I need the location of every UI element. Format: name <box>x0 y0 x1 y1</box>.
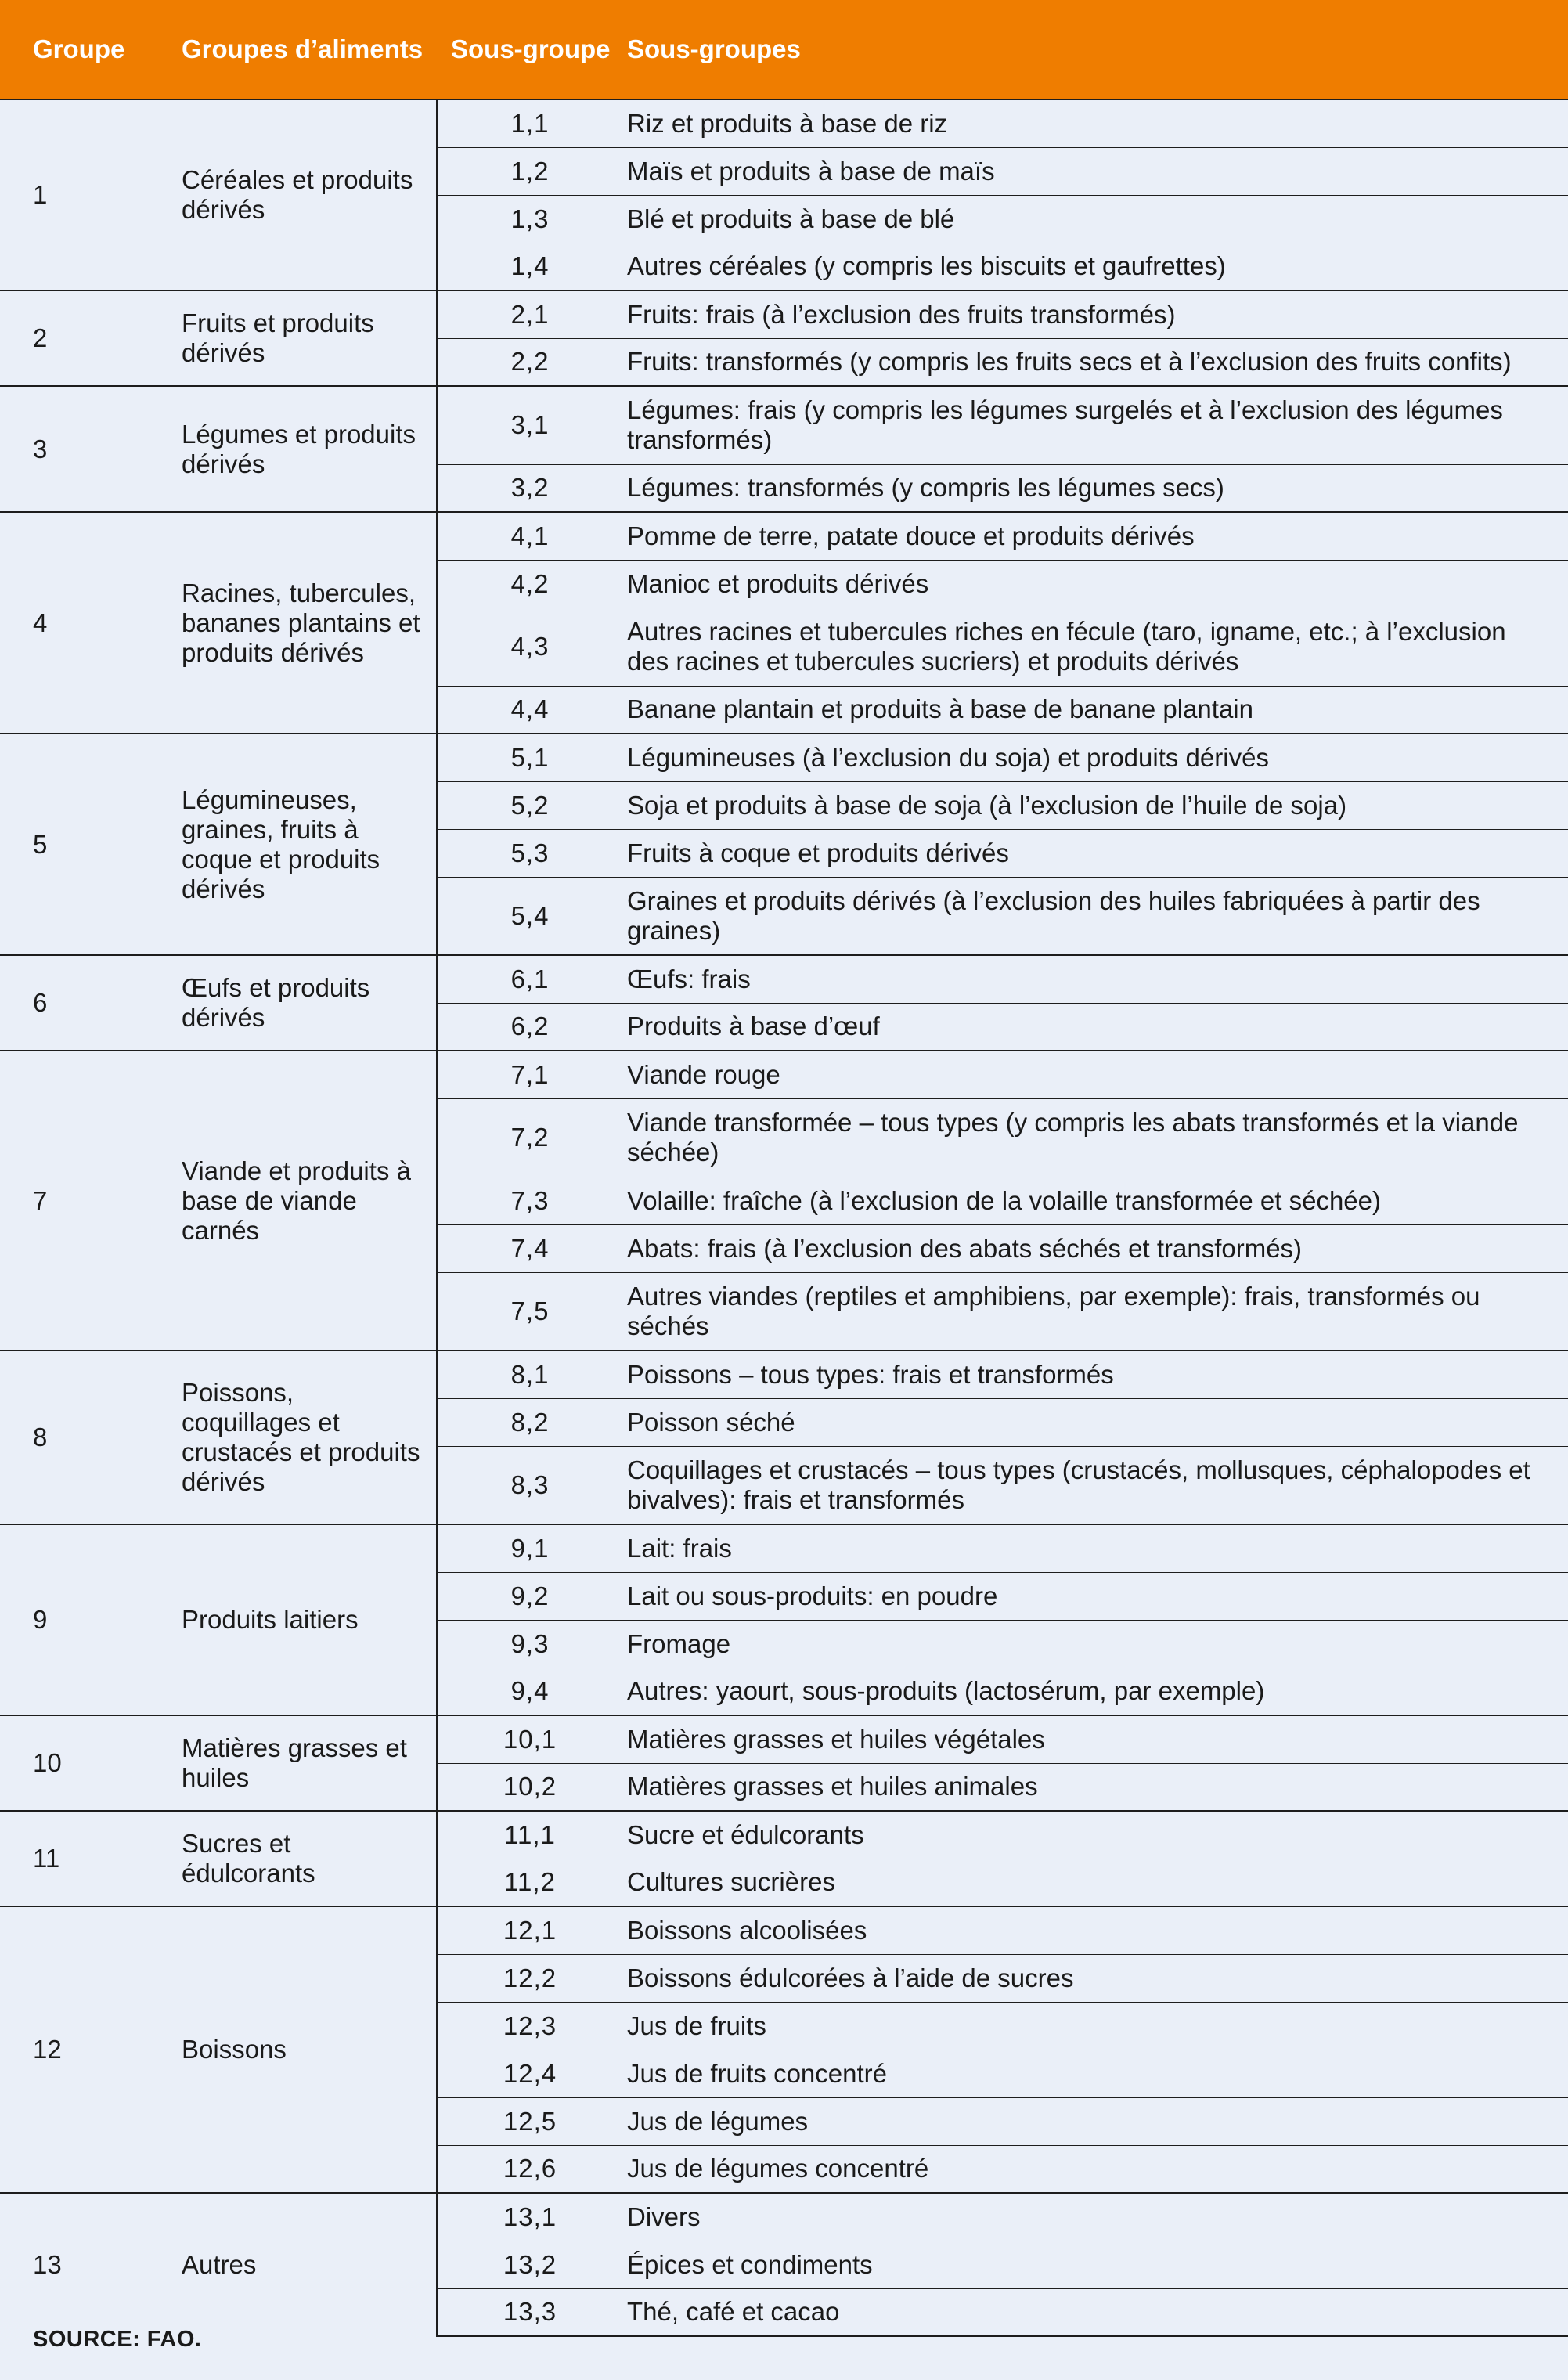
table-row <box>0 99 1568 147</box>
subgroup-code: 11,1 <box>437 1811 622 1859</box>
subgroup-code: 12,3 <box>437 2002 622 2050</box>
table-row <box>0 1715 1568 1763</box>
group-name: Légumineuses, graines, fruits à coque et produits dérivés <box>166 734 437 955</box>
group-number: 7 <box>0 1051 166 1350</box>
subgroup-name: Autres: yaourt, sous-produits (lactosérum, par exemple) <box>622 1668 1568 1715</box>
subgroup-name: Coquillages et crustacés – tous types (crustacés, mollusques, céphalopodes et bivalves): frais et transformés <box>622 1446 1568 1524</box>
subgroup-code: 8,3 <box>437 1446 622 1524</box>
subgroup-code: 4,1 <box>437 512 622 560</box>
subgroup-name: Boissons alcoolisées <box>622 1906 1568 1954</box>
subgroup-code: 6,1 <box>437 955 622 1003</box>
subgroup-name: Viande transformée – tous types (y compris les abats transformés et la viande séchée) <box>622 1098 1568 1177</box>
subgroup-name: Légumes: transformés (y compris les légumes secs) <box>622 464 1568 512</box>
subgroup-code: 4,3 <box>437 608 622 686</box>
subgroup-name: Maïs et produits à base de maïs <box>622 147 1568 195</box>
subgroup-code: 2,1 <box>437 290 622 338</box>
subgroup-code: 13,1 <box>437 2193 622 2241</box>
group-number: 1 <box>0 99 166 290</box>
subgroup-name: Manioc et produits dérivés <box>622 560 1568 608</box>
table-row <box>0 290 1568 338</box>
subgroup-code: 11,2 <box>437 1859 622 1906</box>
table-row <box>0 1811 1568 1859</box>
subgroup-name: Fruits à coque et produits dérivés <box>622 829 1568 877</box>
subgroup-code: 12,4 <box>437 2050 622 2097</box>
subgroup-name: Pomme de terre, patate douce et produits dérivés <box>622 512 1568 560</box>
subgroup-code: 7,1 <box>437 1051 622 1098</box>
group-number: 9 <box>0 1524 166 1715</box>
table-row <box>0 1906 1568 1954</box>
group-number: 2 <box>0 290 166 386</box>
table-row <box>0 734 1568 781</box>
group-number: 5 <box>0 734 166 955</box>
subgroup-code: 12,2 <box>437 1954 622 2002</box>
group-name: Racines, tubercules, bananes plantains et produits dérivés <box>166 512 437 734</box>
subgroup-code: 7,3 <box>437 1177 622 1224</box>
subgroup-name: Œufs: frais <box>622 955 1568 1003</box>
subgroup-name: Sucre et édulcorants <box>622 1811 1568 1859</box>
subgroup-name: Abats: frais (à l’exclusion des abats séchés et transformés) <box>622 1224 1568 1272</box>
subgroup-code: 5,2 <box>437 781 622 829</box>
subgroup-name: Jus de fruits <box>622 2002 1568 2050</box>
subgroup-code: 7,4 <box>437 1224 622 1272</box>
subgroup-code: 8,1 <box>437 1350 622 1398</box>
subgroup-code: 1,1 <box>437 99 622 147</box>
subgroup-name: Lait ou sous-produits: en poudre <box>622 1572 1568 1620</box>
subgroup-name: Poissons – tous types: frais et transformés <box>622 1350 1568 1398</box>
subgroup-name: Viande rouge <box>622 1051 1568 1098</box>
header-sous-groupes: Sous-groupes <box>622 0 1568 99</box>
subgroup-name: Autres viandes (reptiles et amphibiens, par exemple): frais, transformés ou séchés <box>622 1272 1568 1350</box>
subgroup-code: 6,2 <box>437 1003 622 1051</box>
group-number: 11 <box>0 1811 166 1906</box>
group-name: Produits laitiers <box>166 1524 437 1715</box>
subgroup-code: 2,2 <box>437 338 622 386</box>
subgroup-code: 10,2 <box>437 1763 622 1811</box>
subgroup-code: 5,1 <box>437 734 622 781</box>
group-name: Œufs et produits dérivés <box>166 955 437 1051</box>
subgroup-name: Boissons édulcorées à l’aide de sucres <box>622 1954 1568 2002</box>
subgroup-name: Graines et produits dérivés (à l’exclusion des huiles fabriquées à partir des graines) <box>622 877 1568 955</box>
subgroup-name: Autres racines et tubercules riches en fécule (taro, igname, etc.; à l’exclusion des racines et tubercules sucriers) et produits dérivés <box>622 608 1568 686</box>
group-name: Viande et produits à base de viande carnés <box>166 1051 437 1350</box>
subgroup-code: 3,2 <box>437 464 622 512</box>
group-name: Autres <box>166 2193 437 2336</box>
subgroup-code: 9,2 <box>437 1572 622 1620</box>
table-row <box>0 1350 1568 1398</box>
subgroup-name: Épices et condiments <box>622 2241 1568 2288</box>
subgroup-code: 9,1 <box>437 1524 622 1572</box>
group-name: Boissons <box>166 1906 437 2193</box>
subgroup-code: 9,3 <box>437 1620 622 1668</box>
subgroup-name: Banane plantain et produits à base de banane plantain <box>622 686 1568 734</box>
table-row <box>0 955 1568 1003</box>
table-row <box>0 1051 1568 1098</box>
subgroup-code: 13,3 <box>437 2288 622 2336</box>
subgroup-code: 10,1 <box>437 1715 622 1763</box>
subgroup-name: Légumineuses (à l’exclusion du soja) et produits dérivés <box>622 734 1568 781</box>
subgroup-name: Soja et produits à base de soja (à l’exclusion de l’huile de soja) <box>622 781 1568 829</box>
group-number: 10 <box>0 1715 166 1811</box>
subgroup-name: Jus de légumes <box>622 2097 1568 2145</box>
group-name: Sucres et édulcorants <box>166 1811 437 1906</box>
subgroup-code: 7,2 <box>437 1098 622 1177</box>
subgroup-name: Jus de légumes concentré <box>622 2145 1568 2193</box>
subgroup-name: Poisson séché <box>622 1398 1568 1446</box>
table-row <box>0 512 1568 560</box>
subgroup-code: 4,2 <box>437 560 622 608</box>
subgroup-code: 1,4 <box>437 243 622 290</box>
subgroup-name: Fruits: transformés (y compris les fruits secs et à l’exclusion des fruits confits) <box>622 338 1568 386</box>
table-header <box>0 0 1568 99</box>
table-row <box>0 2193 1568 2241</box>
header-sous-groupe: Sous-groupe <box>437 0 622 99</box>
header-groupes-aliments: Groupes d’aliments <box>166 0 437 99</box>
group-number: 8 <box>0 1350 166 1524</box>
subgroup-name: Fromage <box>622 1620 1568 1668</box>
subgroup-name: Fruits: frais (à l’exclusion des fruits transformés) <box>622 290 1568 338</box>
subgroup-code: 12,1 <box>437 1906 622 1954</box>
subgroup-name: Matières grasses et huiles animales <box>622 1763 1568 1811</box>
subgroup-code: 1,3 <box>437 195 622 243</box>
table-row <box>0 1524 1568 1572</box>
group-name: Légumes et produits dérivés <box>166 386 437 512</box>
subgroup-name: Légumes: frais (y compris les légumes surgelés et à l’exclusion des légumes transformés) <box>622 386 1568 464</box>
subgroup-name: Lait: frais <box>622 1524 1568 1572</box>
subgroup-code: 8,2 <box>437 1398 622 1446</box>
group-number: 4 <box>0 512 166 734</box>
subgroup-code: 3,1 <box>437 386 622 464</box>
subgroup-name: Riz et produits à base de riz <box>622 99 1568 147</box>
group-number: 12 <box>0 1906 166 2193</box>
subgroup-code: 12,6 <box>437 2145 622 2193</box>
header-groupe: Groupe <box>0 0 166 99</box>
subgroup-code: 5,3 <box>437 829 622 877</box>
subgroup-code: 5,4 <box>437 877 622 955</box>
subgroup-name: Matières grasses et huiles végétales <box>622 1715 1568 1763</box>
subgroup-name: Cultures sucrières <box>622 1859 1568 1906</box>
subgroup-code: 9,4 <box>437 1668 622 1715</box>
table-body <box>0 99 1568 2336</box>
subgroup-name: Divers <box>622 2193 1568 2241</box>
subgroup-name: Autres céréales (y compris les biscuits et gaufrettes) <box>622 243 1568 290</box>
subgroup-name: Blé et produits à base de blé <box>622 195 1568 243</box>
group-number: 6 <box>0 955 166 1051</box>
group-name: Poissons, coquillages et crustacés et produits dérivés <box>166 1350 437 1524</box>
subgroup-code: 7,5 <box>437 1272 622 1350</box>
subgroup-code: 1,2 <box>437 147 622 195</box>
group-name: Céréales et produits dérivés <box>166 99 437 290</box>
table-row <box>0 386 1568 464</box>
group-name: Matières grasses et huiles <box>166 1715 437 1811</box>
subgroup-code: 13,2 <box>437 2241 622 2288</box>
group-number: 13 <box>0 2193 166 2336</box>
source-note: SOURCE: FAO. <box>33 2327 202 2352</box>
group-name: Fruits et produits dérivés <box>166 290 437 386</box>
subgroup-code: 4,4 <box>437 686 622 734</box>
subgroup-name: Produits à base d’œuf <box>622 1003 1568 1051</box>
subgroup-name: Volaille: fraîche (à l’exclusion de la volaille transformée et séchée) <box>622 1177 1568 1224</box>
group-number: 3 <box>0 386 166 512</box>
subgroup-name: Thé, café et cacao <box>622 2288 1568 2336</box>
subgroup-name: Jus de fruits concentré <box>622 2050 1568 2097</box>
subgroup-code: 12,5 <box>437 2097 622 2145</box>
